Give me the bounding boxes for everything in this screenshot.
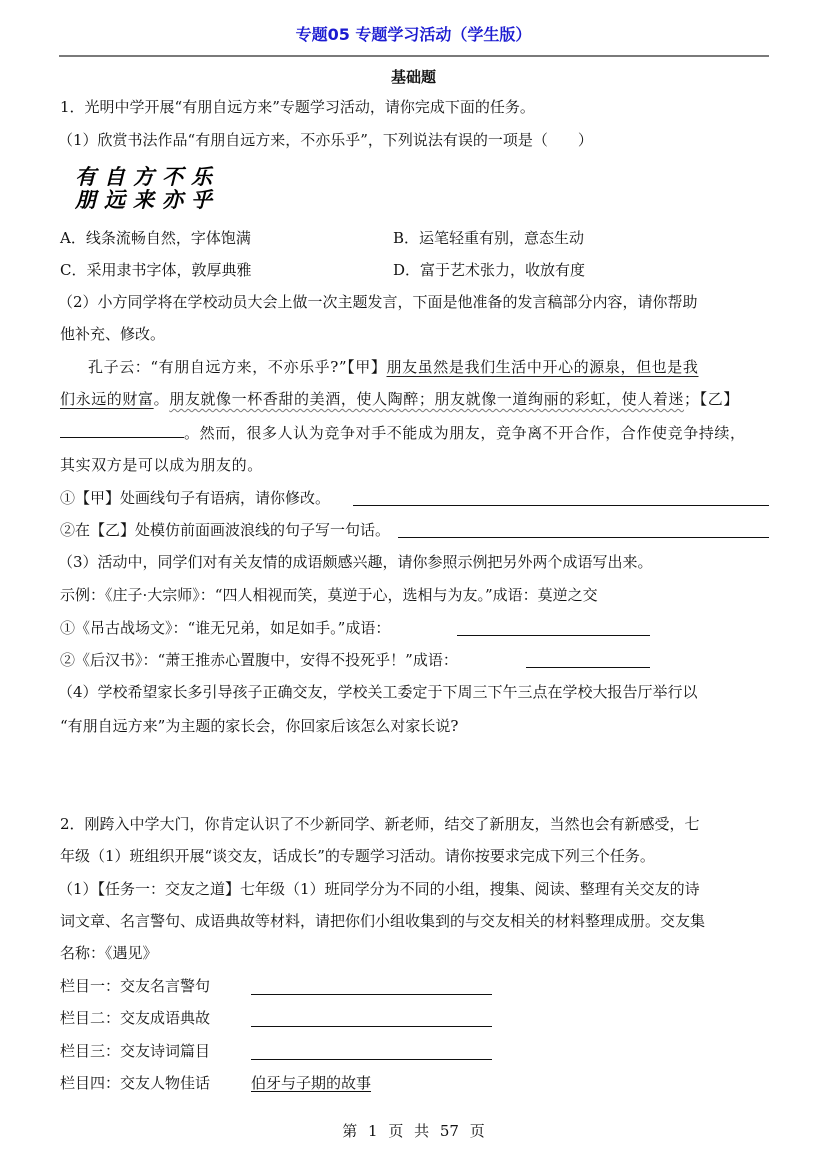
page-footer: 第 1 页 共 57 页 xyxy=(342,1122,485,1140)
header-divider xyxy=(59,55,769,57)
passage-line-4: 其实双方是可以成为朋友的。 xyxy=(60,456,263,474)
passage-period: 。 xyxy=(153,390,170,408)
sub1-answer-blank[interactable] xyxy=(353,489,769,506)
calligraphy-row-2: 乎亦来远朋 xyxy=(75,187,220,212)
section-title: 基础题 xyxy=(390,68,436,86)
passage-wavy-sentence: 朋友就像一杯香甜的美酒，使人陶醉；朋友就像一道绚丽的彩虹，使人着迷 xyxy=(169,390,685,408)
q1-part2-stem-line1: （2）小方同学将在学校动员大会上做一次主题发言，下面是他准备的发言稿部分内容，请你帮助 xyxy=(58,293,698,311)
q1-part2-sub2: ②在【乙】处模仿前面画波浪线的句子写一句话。 xyxy=(60,521,391,539)
column-4-value: 伯牙与子期的故事 xyxy=(251,1074,372,1092)
q2-task1-line1: （1）【任务一：交友之道】七年级（1）班同学分为不同的小组，搜集、阅读、整理有关交友的诗 xyxy=(58,880,700,898)
q2-task1-line3: 名称：《遇见》 xyxy=(60,944,158,962)
passage-line-3-text: 。然而，很多人认为竞争对手不能成为朋友，竞争离不开合作，合作使竞争持续， xyxy=(184,424,746,442)
q2-task1-line2: 词文章、名言警句、成语典故等材料，请把你们小组收集到的与交友相关的材料整理成册。交友集 xyxy=(60,912,706,930)
column-3-answer-blank[interactable] xyxy=(251,1043,492,1060)
q2-stem-line2: 年级（1）班组织开展“谈交友，话成长”的专题学习活动。请你按要求完成下列三个任务。 xyxy=(60,847,655,865)
passage-underlined-sentence-b: 们永远的财富 xyxy=(60,390,154,408)
option-a: A．线条流畅自然，字体饱满 xyxy=(60,229,251,247)
q1-part3-item2: ②《后汉书》：“萧王推赤心置腹中，安得不投死乎！”成语： xyxy=(60,651,458,669)
calligraphy-image xyxy=(60,165,220,215)
idiom2-answer-blank[interactable] xyxy=(526,651,650,668)
q2-stem-line1: 2．刚跨入中学大门，你肯定认识了不少新同学、新老师，结交了新朋友，当然也会有新感受，七 xyxy=(60,815,700,833)
column-2-answer-blank[interactable] xyxy=(251,1010,492,1027)
q1-part3-stem: （3）活动中，同学们对有关友情的成语颇感兴趣，请你参照示例把另外两个成语写出来。 xyxy=(58,553,653,571)
q1-stem: 1．光明中学开展“有朋自远方来”专题学习活动，请你完成下面的任务。 xyxy=(60,98,535,116)
column-1-answer-blank[interactable] xyxy=(251,978,492,995)
passage-intro: 孔子云：“有朋自远方来，不亦乐乎?”【甲】 xyxy=(88,358,387,376)
option-d: D．富于艺术张力，收放有度 xyxy=(393,261,586,279)
passage-line-3 xyxy=(60,421,746,443)
passage-yi-marker: ；【乙】 xyxy=(684,390,739,408)
q1-part4-line1: （4）学校希望家长多引导孩子正确交友，学校关工委定于下周三下午三点在学校大报告厅举行以 xyxy=(58,683,698,701)
column-4-label: 栏目四：交友人物佳话 xyxy=(60,1074,211,1092)
option-c: C．采用隶书字体，敦厚典雅 xyxy=(60,261,252,279)
calligraphy-row-1: 乐不方自有 xyxy=(75,164,220,189)
idiom1-answer-blank[interactable] xyxy=(457,619,650,636)
q1-part1-stem: （1）欣赏书法作品“有朋自远方来，不亦乐乎”，下列说法有误的一项是（ ） xyxy=(58,131,593,149)
q1-part3-item1: ①《吊古战场文》：“谁无兄弟，如足如手。”成语： xyxy=(60,619,391,637)
q1-part3-example: 示例：《庄子·大宗师》：“四人相视而笑，莫逆于心，选相与为友。”成语：莫逆之交 xyxy=(60,586,598,604)
column-2-label: 栏目二：交友成语典故 xyxy=(60,1009,211,1027)
option-b: B．运笔轻重有别，意态生动 xyxy=(393,229,585,247)
column-1-label: 栏目一：交友名言警句 xyxy=(60,977,211,995)
sub2-answer-blank[interactable] xyxy=(398,521,769,538)
q1-part4-line2: “有朋自远方来”为主题的家长会，你回家后该怎么对家长说? xyxy=(60,717,459,735)
column-3-label: 栏目三：交友诗词篇目 xyxy=(60,1042,211,1060)
q1-part2-sub1: ①【甲】处画线句子有语病，请你修改。 xyxy=(60,489,331,507)
document-header-title: 专题05 专题学习活动（学生版） xyxy=(295,25,532,44)
yi-answer-blank[interactable] xyxy=(60,421,184,438)
passage-line-1 xyxy=(88,356,699,377)
passage-line-2 xyxy=(60,388,739,409)
passage-underlined-sentence-a: 朋友虽然是我们生活中开心的源泉，但也是我 xyxy=(386,358,699,376)
q1-part2-stem-line2: 他补充、修改。 xyxy=(60,325,166,343)
